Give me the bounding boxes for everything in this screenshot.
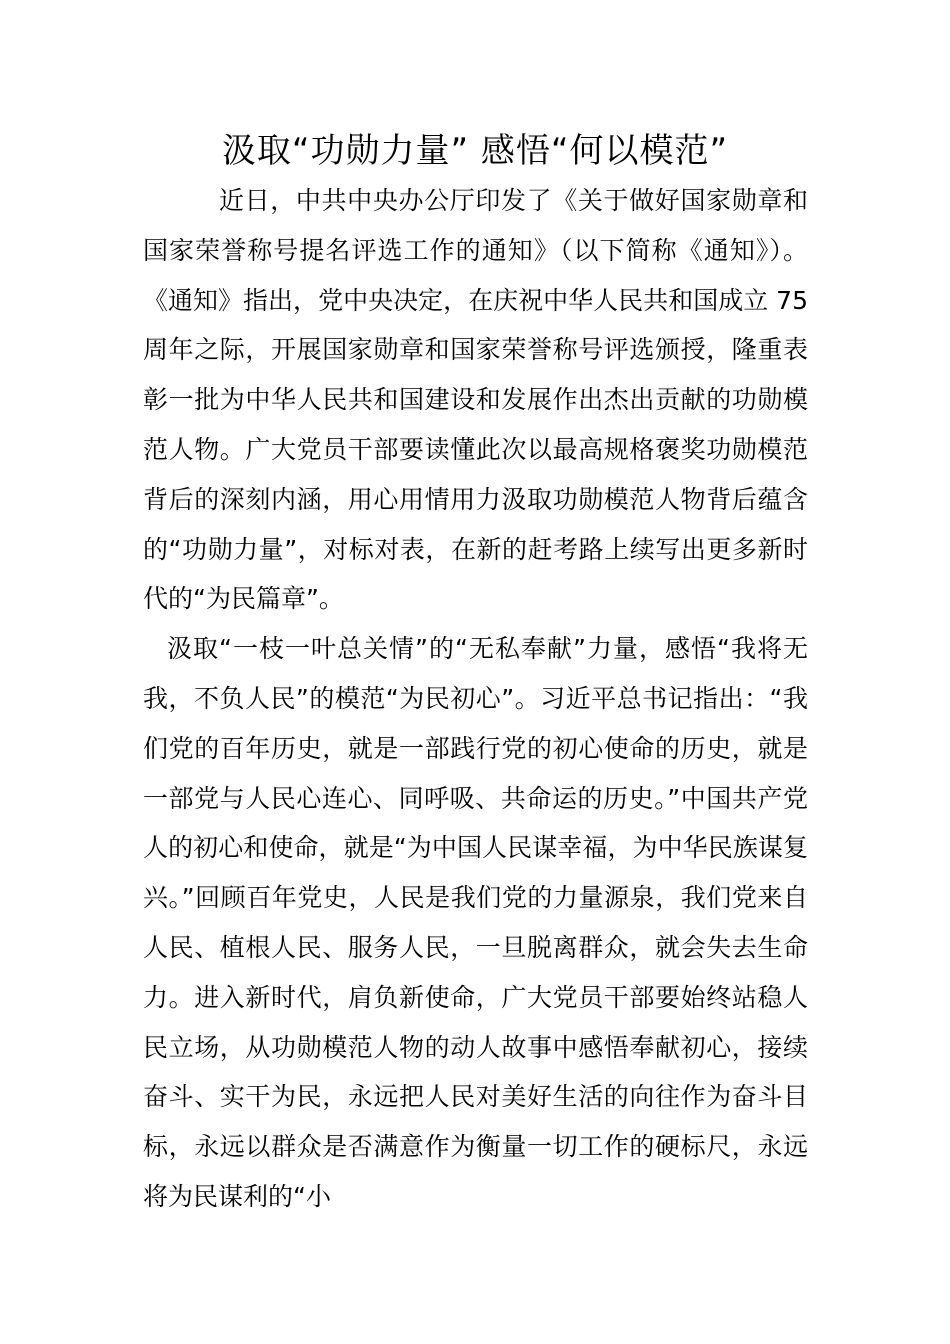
- document-title: 汲取“功勋力量” 感悟“何以模范”: [221, 131, 729, 171]
- paragraph: 近日，中共中央办公厅印发了《关于做好国家勋章和国家荣誉称号提名评选工作的通知》（以下简称《通知》）。《通知》指出，党中央决定，在庆祝中华人民共和国成立 75 周年之际，开展国家勋章和国家荣誉称号评选颁授，隆重表彰一批为中华人民共和国建设和发展作出杰出贡献的功勋模范人物。广大党员干部要读懂此次以最高规格褒奖功勋模范背后的深刻内涵，用心用情用力汲取功勋模范人物背后蕴含的“功勋力量”，对标对表，在新的赶考路上续写出更多新时代的“为民篇章”。: [143, 186, 808, 614]
- document-body: [143, 176, 808, 1222]
- paragraph: 汲取“一枝一叶总关情”的“无私奉献”力量，感悟“我将无我，不负人民”的模范“为民初心”。习近平总书记指出：“我们党的百年历史，就是一部践行党的初心使命的历史，就是一部党与人民心连心、同呼吸、共命运的历史。”中国共产党人的初心和使命，就是“为中国人民谋幸福，为中华民族谋复兴。”回顾百年党史，人民是我们党的力量源泉，我们党来自人民、植根人民、服务人民，一旦脱离群众，就会失去生命力。进入新时代，肩负新使命，广大党员干部要始终站稳人民立场，从功勋模范人物的动人故事中感悟奉献初心，接续奋斗、实干为民，永远把人民对美好生活的向往作为奋斗目标，永远以群众是否满意作为衡量一切工作的硬标尺，永远将为民谋利的“小: [143, 634, 808, 1211]
